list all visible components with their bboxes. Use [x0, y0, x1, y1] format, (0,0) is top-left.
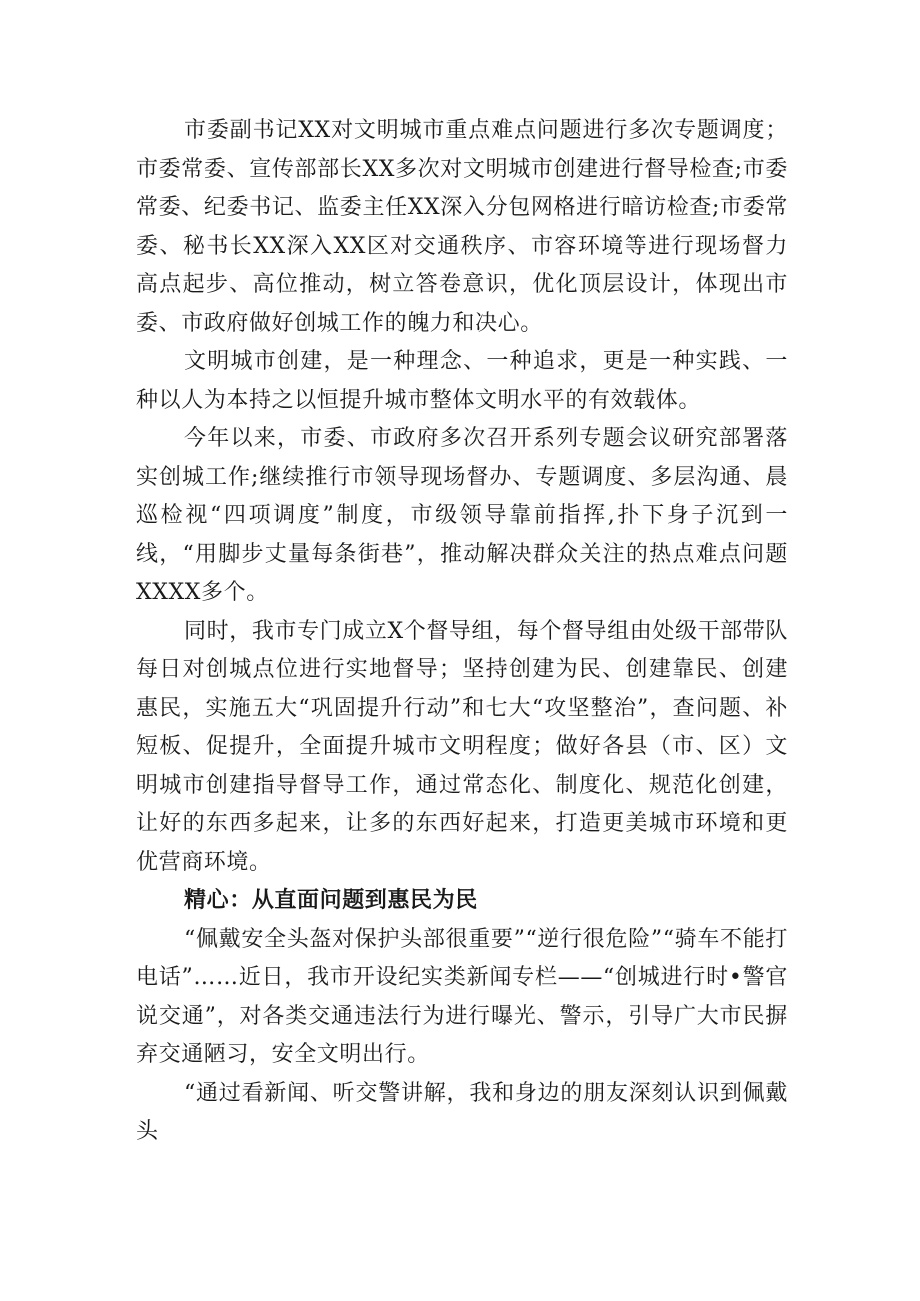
- paragraph-6: “通过看新闻、听交警讲解，我和身边的朋友深刻认识到佩戴头: [136, 1080, 788, 1144]
- paragraph-2: 文明城市创建，是一种理念、一种追求，更是一种实践、一种以人为本持之以恒提升城市整体文明水平的有效载体。: [136, 349, 788, 413]
- paragraph-5: “佩戴安全头盔对保护头部很重要”“逆行很危险”“骑车不能打电话”……近日，我市开设纪实类新闻专栏——“创城进行时•警官说交通”，对各类交通违法行为进行曝光、警示，引导广大市民摒弃交通陋习，安全文明出行。: [136, 926, 788, 1067]
- document-body: [136, 112, 788, 1152]
- paragraph-1: 市委副书记XX对文明城市重点难点问题进行多次专题调度；市委常委、宣传部部长XX多次对文明城市创建进行督导检查;市委常委、纪委书记、监委主任XX深入分包网格进行暗访检查;市委常委、秘书长XX深入XX区对交通秩序、市容环境等进行现场督力高点起步、高位推动，树立答卷意识，优化顶层设计，体现出市委、市政府做好创城工作的魄力和决心。: [136, 118, 788, 336]
- paragraph-4: 同时，我市专门成立X个督导组，每个督导组由处级干部带队每日对创城点位进行实地督导；坚持创建为民、创建靠民、创建惠民，实施五大“巩固提升行动”和七大“攻坚整治”，查问题、补短板、促提升，全面提升城市文明程度；做好各县（市、区）文明城市创建指导督导工作，通过常态化、制度化、规范化创建，让好的东西多起来，让多的东西好起来，打造更美城市环境和更优营商环境。: [136, 618, 788, 875]
- section-heading: 精心：从直面问题到惠民为民: [184, 888, 478, 913]
- paragraph-3: 今年以来，市委、市政府多次召开系列专题会议研究部署落实创城工作;继续推行市领导现场督办、专题调度、多层沟通、晨巡检视“四项调度”制度，市级领导靠前指挥,扑下身子沉到一线，“用脚步丈量每条街巷”，推动解决群众关注的热点难点问题XXXX多个。: [136, 426, 788, 605]
